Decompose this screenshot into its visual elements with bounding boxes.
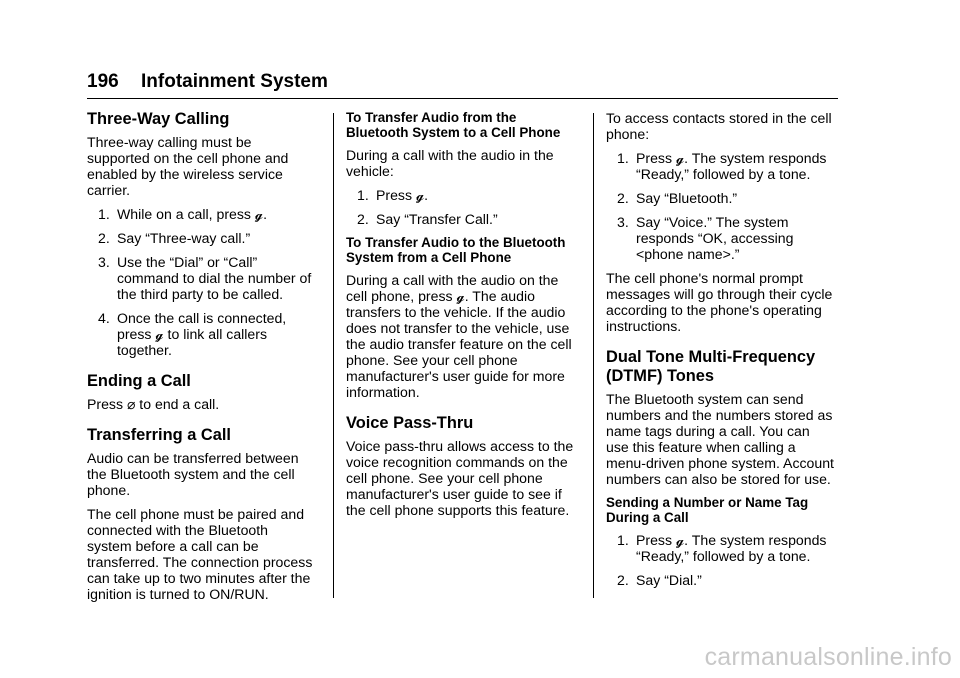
watermark: carmanualsonline.info [704, 643, 952, 671]
steps-list [346, 187, 574, 227]
list-item: 2. Say “Three-way call.” [98, 230, 251, 246]
list-item: 4. Once the call is connected, press 𝓰 to link all callers together. [98, 310, 287, 358]
heading-transferring-a-call: Transferring a Call [87, 426, 231, 444]
column-middle [346, 110, 574, 526]
heading-transfer-to-bluetooth: To Transfer Audio to the Bluetooth System from a Cell Phone [346, 235, 566, 265]
column-divider [333, 113, 334, 598]
heading-transfer-to-phone: To Transfer Audio from the Bluetooth System to a Cell Phone [346, 110, 561, 140]
paragraph: Audio can be transferred between the Bluetooth system and the cell phone. [87, 450, 299, 498]
heading-dtmf-tones: Dual Tone Multi-Frequency (DTMF) Tones [606, 348, 816, 385]
heading-voice-pass-thru: Voice Pass-Thru [346, 414, 474, 432]
page-header [87, 70, 838, 99]
paragraph: Three-way calling must be supported on the cell phone and enabled by the wireless service carrier. [87, 134, 289, 198]
paragraph: Voice pass-thru allows access to the voice recognition commands on the cell phone. See your cell phone manufacturer's user guide to see if the cell phone supports this feature. [346, 438, 574, 518]
paragraph: During a call with the audio in the vehicle: [346, 147, 554, 179]
paragraph: The cell phone must be paired and connected with the Bluetooth system before a call can be transferred. The connection process can take up to two minutes after the ignition is turned to ON/RUN. [87, 506, 313, 602]
heading-ending-a-call: Ending a Call [87, 372, 191, 390]
list-item: 1. Press 𝓰. The system responds “Ready,” followed by a tone. [617, 150, 827, 182]
list-item: 1. While on a call, press 𝓰. [98, 206, 268, 222]
steps-list [606, 532, 834, 588]
end-call-icon: ⌀ [126, 396, 136, 412]
phone-talk-icon: 𝓰 [675, 532, 685, 548]
phone-talk-icon: 𝓰 [675, 150, 685, 166]
list-item: 2. Say “Bluetooth.” [617, 190, 738, 206]
list-item: 2. Say “Transfer Call.” [357, 211, 498, 227]
paragraph: Press ⌀ to end a call. [87, 396, 220, 412]
section-title: Infotainment System [141, 71, 328, 92]
paragraph: During a call with the audio on the cell phone, press 𝓰. The audio transfers to the vehicle. If the audio does not transfer to the vehicle, use the audio transfer feature on the cell phone. See your cell phone manufacturer's user guide for more information. [346, 272, 572, 400]
column-left [87, 110, 315, 610]
paragraph: To access contacts stored in the cell phone: [606, 110, 832, 142]
column-right [606, 110, 834, 596]
heading-sending-number: Sending a Number or Name Tag During a Call [606, 495, 809, 525]
paragraph: The cell phone's normal prompt messages will go through their cycle according to the phone's operating instructions. [606, 270, 833, 334]
column-divider [593, 113, 594, 598]
heading-three-way-calling: Three-Way Calling [87, 110, 230, 128]
list-item: 1. Press 𝓰. The system responds “Ready,” followed by a tone. [617, 532, 827, 564]
steps-list [606, 150, 834, 262]
phone-talk-icon: 𝓰 [456, 288, 465, 304]
steps-list [87, 206, 315, 358]
phone-talk-icon: 𝓰 [155, 326, 164, 342]
phone-talk-icon: 𝓰 [415, 187, 425, 203]
paragraph: The Bluetooth system can send numbers and the numbers stored as name tags during a call. You can use this feature when calling a menu-driven phone system. Account numbers can also be stored for use. [606, 391, 834, 487]
list-item: 2. Say “Dial.” [617, 572, 702, 588]
list-item: 1. Press 𝓰. [357, 187, 429, 203]
phone-talk-icon: 𝓰 [254, 206, 264, 222]
list-item: 3. Use the “Dial” or “Call” command to dial the number of the third party to be called. [98, 254, 312, 302]
list-item: 3. Say “Voice.” The system responds “OK, accessing <phone name>.” [617, 214, 794, 262]
page-number: 196 [87, 71, 119, 92]
